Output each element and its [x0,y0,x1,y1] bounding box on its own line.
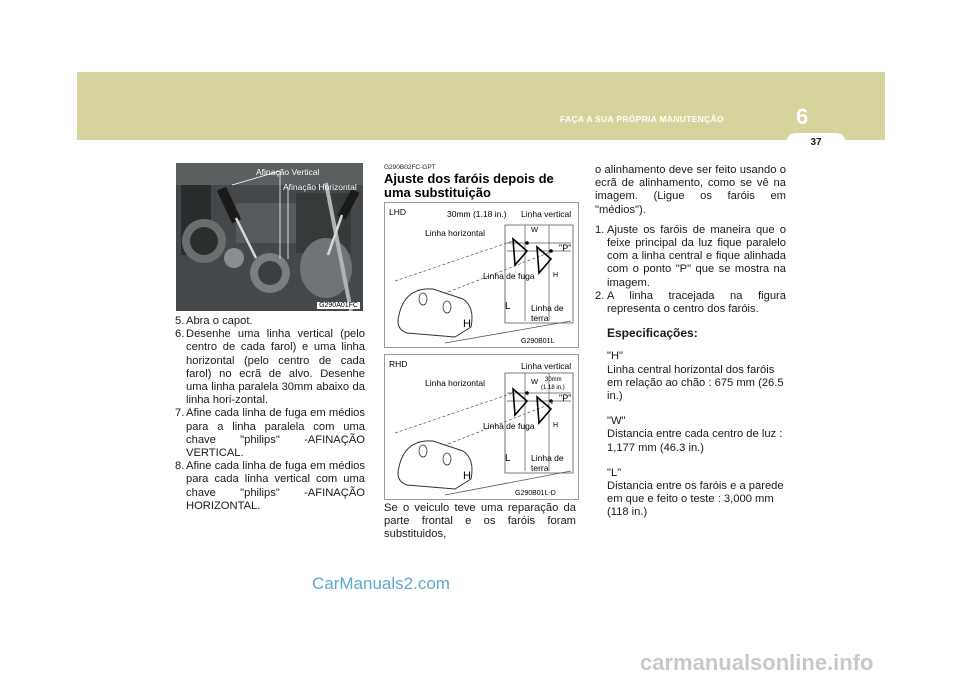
step-text: Afine cada linha de fuga em médios para a linha paralela com uma chave "philips" -AFINAÇÃO VERTICAL. [186,407,365,460]
step-item [175,460,365,513]
engine-photo [176,163,363,311]
spec-item [607,415,786,455]
diagram-offset-label-1: 30mm [545,377,562,383]
diagram-p-label: "P" [559,243,572,253]
step-item [175,328,365,407]
step-item [175,315,365,328]
step-item [595,290,786,316]
diagram-offset-label: 30mm (1.18 in.) [447,209,507,219]
diagram-code: G290B01L-D [515,490,556,497]
photo-label-vertical: Afinação Vertical [256,167,320,177]
step-text: Desenhe uma linha vertical (pelo centro de cada farol) e uma linha horizontal (pelo centro de cada farol) no ecrã de alvo. Desenhe uma linha paralela 30mm abaixo da linha hori-zontal. [186,328,365,407]
diagram-w-label: W [531,225,539,234]
paragraph-middle: Se o veiculo teve uma reparação da parte frontal e os faróis foram substituidos, [384,502,576,541]
diagram-fuga-label: Linha de fuga [483,271,535,281]
diagram-terra-label-1: Linha de [531,303,564,313]
diagram-horizontal-label: Linha horizontal [425,228,486,238]
step-number: 8. [175,460,185,473]
watermark-carmanuals2[interactable]: CarManuals2.com [312,574,450,593]
spec-text: Distancia entre cada centro de luz : 1,177 mm (46.3 in.) [607,428,783,454]
step-number: 7. [175,407,185,420]
page-number: 37 [786,133,846,153]
header-band [77,72,885,140]
section-heading: Ajuste dos faróis depois de uma substituição [384,171,554,200]
diagram-h-big-label: H [463,318,471,330]
step-item [175,407,365,460]
diagram-rhd [384,354,579,500]
diagram-terra-label-1: Linha de [531,453,564,463]
specifications-title: Especificações: [607,326,698,341]
step-number: 1. [595,223,605,236]
diagram-vertical-label: Linha vertical [521,209,572,219]
step-text: Ajuste os faróis de maneira que o feixe principal da luz fique paralelo com a linha central e fique alinhada com o ponto "P" que se mostra na imagem. [607,223,786,289]
watermark-carmanualsonline[interactable]: carmanualsonline.info [640,650,874,675]
chapter-number: 6 [796,104,809,129]
diagram-side-label: RHD [389,359,408,369]
diagram-side-label: LHD [389,207,407,217]
spec-item [607,350,786,403]
spec-text: Linha central horizontal dos faróis em relação ao chão : 675 mm (26.5 in.) [607,363,784,403]
step-number: 2. [595,289,605,302]
spec-item [607,467,786,520]
spec-key: "L" [607,466,622,479]
photo-label-horizontal: Afinação Horizontal [283,182,357,192]
diagram-fuga-label: Linha de fuga [483,421,535,431]
step-item [595,224,786,290]
diagram-terra-label-2: terra [531,313,549,323]
step-number: 5. [175,315,185,327]
step-number: 6. [175,328,185,341]
diagram-lhd [384,202,579,348]
section-title: FAÇA A SUA PRÓPRIA MANUTENÇÃO [560,114,724,124]
step-text: A linha tracejada na figura representa o centro dos faróis. [607,289,786,316]
spec-text: Distancia entre os faróis e a parede em que e feito o teste : 3,000 mm (118 in.) [607,480,784,519]
diagram-vertical-label: Linha vertical [521,361,572,371]
section-code: G290B02FC-GPT [384,164,436,171]
diagram-horizontal-label: Linha horizontal [425,378,486,388]
column-right [595,164,786,532]
diagram-h-big-label: H [463,470,471,482]
diagram-l-label: L [505,453,511,464]
step-text: Afine cada linha de fuga em médios para cada linha vertical com uma chave "philips" -AFINAÇÃO HORIZONTAL. [186,460,365,512]
diagram-terra-label-2: terra [531,463,549,473]
diagram-w-label: W [531,377,539,386]
diagram-offset-label-2: (1.18 in.) [541,385,565,391]
spec-key: "H" [607,350,624,363]
step-text: Abra o capot. [186,315,253,327]
steps-list-left [175,315,365,513]
diagram-p-label: "P" [559,393,572,403]
diagram-code: G290B01L [521,338,555,345]
spec-key: "W" [607,415,626,428]
diagram-h-small-label: H [553,272,559,279]
intro-paragraph: o alinhamento deve ser feito usando o ecrã de alinhamento, como se vê na imagem. (Ligue os faróis em "médios"). [595,164,786,216]
diagram-l-label: L [505,301,511,312]
photo-code: G290A01FC [319,302,358,309]
diagram-h-small-label: H [553,422,559,429]
